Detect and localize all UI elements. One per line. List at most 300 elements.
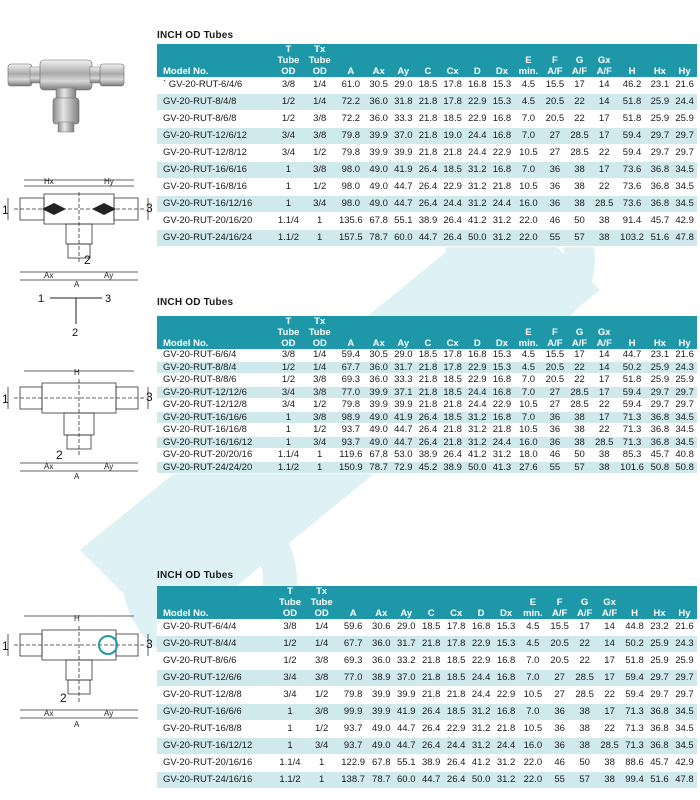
dimension-cell: 31.2 <box>469 704 494 721</box>
dimension-cell: 7.0 <box>514 162 542 179</box>
dimension-cell: 39.9 <box>394 687 419 704</box>
column-header-line: A/F <box>601 608 618 619</box>
dimension-cell: 41.9 <box>394 704 419 721</box>
dimension-cell: 36.8 <box>648 424 673 437</box>
dimension-cell: 46 <box>543 213 568 230</box>
dimension-cell: 36 <box>543 179 568 196</box>
dimension-cell: 10.5 <box>519 721 548 738</box>
dimension-cell: 29.7 <box>648 145 673 162</box>
dimension-cell: 21.8 <box>416 128 441 145</box>
dimension-cell: 36 <box>547 704 572 721</box>
dimension-cell: 41.2 <box>465 213 490 230</box>
dimension-cell: 101.6 <box>617 461 648 474</box>
column-header-line: Hy <box>678 338 691 349</box>
dimension-cell: 26.4 <box>416 436 441 449</box>
dimension-cell: 38.9 <box>416 449 441 462</box>
dimension-cell: 10.5 <box>514 179 542 196</box>
dimension-cell: 79.8 <box>335 145 366 162</box>
dimension-cell: 14 <box>597 619 622 636</box>
dimension-cell: 18.5 <box>440 162 465 179</box>
spec-table-3 <box>157 586 697 789</box>
dimension-cell: 3/8 <box>304 374 335 387</box>
column-header <box>157 44 273 77</box>
dimension-cell: 17.8 <box>440 349 465 361</box>
model-number-cell: GV-20-RUT-16/12/16 <box>157 196 273 213</box>
dimension-cell: 17.8 <box>440 361 465 374</box>
column-header <box>366 316 391 349</box>
dimension-cell: 77.0 <box>337 670 368 687</box>
dimension-cell: 41.9 <box>391 162 416 179</box>
dimension-cell: 26.4 <box>440 230 465 247</box>
table-row <box>157 687 697 704</box>
dimension-cell: 1/4 <box>306 619 338 636</box>
dimension-cell: 73.6 <box>617 162 648 179</box>
port-label-2-2: 2 <box>56 448 63 462</box>
column-header-line: Gx <box>597 327 611 338</box>
table-row <box>157 619 697 636</box>
dimension-cell: 16.8 <box>494 670 519 687</box>
column-header-line: G <box>580 597 589 608</box>
dimension-cell: 21.8 <box>416 386 441 399</box>
dimension-cell: 53.0 <box>391 449 416 462</box>
column-header-line: C <box>424 338 432 349</box>
dimension-cell: 15.5 <box>543 77 568 94</box>
table-row <box>157 755 697 772</box>
dimension-cell: 26.4 <box>440 449 465 462</box>
table-row <box>157 411 697 424</box>
dimension-cell: 46.2 <box>617 77 648 94</box>
dimension-cell: 78.7 <box>369 772 394 789</box>
column-header-line: OD <box>312 338 327 349</box>
model-number-cell: GV-20-RUT-8/4/8 <box>157 94 273 111</box>
dimension-cell: 1 <box>273 424 304 437</box>
dimension-cell: 22 <box>567 111 592 128</box>
dimension-cell: 50.2 <box>622 636 647 653</box>
dimension-cell: 46 <box>547 755 572 772</box>
model-number-cell: GV-20-RUT-12/6/12 <box>157 128 273 145</box>
dimension-cell: 3/8 <box>304 386 335 399</box>
column-header <box>335 316 366 349</box>
dimension-cell: 21.8 <box>416 374 441 387</box>
dimension-cell: 1/4 <box>304 349 335 361</box>
dimension-cell: 30.5 <box>366 77 391 94</box>
dimension-cell: 49.0 <box>369 721 394 738</box>
column-header-line: OD <box>282 608 298 619</box>
header-row <box>157 44 697 77</box>
dimension-cell: 3/8 <box>273 349 304 361</box>
model-number-cell: GV-20-RUT-12/8/12 <box>157 145 273 162</box>
dimension-cell: 22.9 <box>465 374 490 387</box>
dimension-cell: 1/2 <box>304 179 335 196</box>
dimension-cell: 26.4 <box>416 179 441 196</box>
dimension-cell: 17.8 <box>444 619 469 636</box>
column-header <box>335 44 366 77</box>
column-header-line: Model No. <box>163 608 209 619</box>
column-header <box>597 586 622 619</box>
table-row <box>157 128 697 145</box>
dimension-cell: 1 <box>304 449 335 462</box>
dimension-cell: 3/8 <box>306 704 338 721</box>
table-row <box>157 436 697 449</box>
dimension-cell: 17 <box>572 619 597 636</box>
dimension-cell: 47.8 <box>672 772 697 789</box>
dimension-cell: 17 <box>592 374 617 387</box>
dimension-cell: 1/4 <box>304 94 335 111</box>
model-number-cell: GV-20-RUT-12/12/6 <box>157 386 273 399</box>
dimension-cell: 1.1/2 <box>274 772 306 789</box>
dimension-cell: 51.6 <box>648 230 673 247</box>
column-header <box>572 586 597 619</box>
column-header-line: T <box>285 44 292 55</box>
dimension-cell: 39.9 <box>369 704 394 721</box>
header-row <box>157 316 697 349</box>
dimension-cell: 29.0 <box>391 349 416 361</box>
dimension-cell: 31.2 <box>490 213 515 230</box>
column-header <box>337 586 368 619</box>
dimension-cell: 60.0 <box>391 230 416 247</box>
dimension-cell: 3/4 <box>304 436 335 449</box>
dimension-cell: 36 <box>547 721 572 738</box>
column-header <box>366 44 391 77</box>
header-row <box>157 586 697 619</box>
dimension-cell: 29.7 <box>672 399 697 412</box>
dimension-cell: 4.5 <box>519 619 548 636</box>
column-header-line: Cx <box>450 608 463 619</box>
dimension-cell: 24.4 <box>490 436 515 449</box>
column-header-line: A <box>347 66 355 77</box>
column-header-line: Ay <box>397 66 410 77</box>
dimension-cell: 25.9 <box>672 653 697 670</box>
dimension-cell: 57 <box>572 772 597 789</box>
dimension-cell: 22 <box>597 687 622 704</box>
dimension-cell: 36 <box>543 436 568 449</box>
dimension-cell: 59.4 <box>617 386 648 399</box>
dimension-cell: 29.7 <box>672 145 697 162</box>
dimension-cell: 17 <box>592 128 617 145</box>
dimension-cell: 31.8 <box>391 94 416 111</box>
dimension-cell: 23.1 <box>648 349 673 361</box>
dimension-cell: 49.0 <box>366 179 391 196</box>
dimension-cell: 38 <box>572 721 597 738</box>
dimension-cell: 98.0 <box>335 179 366 196</box>
dimension-cell: 45.7 <box>648 213 673 230</box>
dimension-cell: 22 <box>567 374 592 387</box>
dimension-cell: 24.3 <box>672 636 697 653</box>
dimension-cell: 138.7 <box>337 772 368 789</box>
dimension-cell: 21.8 <box>440 436 465 449</box>
dimension-cell: 1/2 <box>273 361 304 374</box>
dimension-cell: 16.8 <box>490 128 515 145</box>
column-header-line: Cx <box>446 338 459 349</box>
dimension-cell: 10.5 <box>514 145 542 162</box>
dimension-cell: 21.6 <box>672 349 697 361</box>
dim-label-a-3: A <box>74 720 80 729</box>
dimension-cell: 79.8 <box>335 399 366 412</box>
dimension-cell: 30.6 <box>369 619 394 636</box>
dimension-cell: 99.9 <box>337 704 368 721</box>
dimension-cell: 22 <box>592 145 617 162</box>
dimension-cell: 29.7 <box>647 670 672 687</box>
dimension-cell: 67.7 <box>337 636 368 653</box>
dimension-cell: 59.6 <box>337 619 368 636</box>
schematic-label-3: 3 <box>105 293 112 305</box>
dimension-cell: 38 <box>592 230 617 247</box>
dimension-cell: 1 <box>304 213 335 230</box>
dimension-cell: 17 <box>567 77 592 94</box>
dimension-cell: 25.9 <box>648 94 673 111</box>
dimension-cell: 3/4 <box>306 738 338 755</box>
column-header-line: Ax <box>372 338 385 349</box>
dim-label-hx: Hx <box>44 177 54 186</box>
product-photo <box>6 46 126 136</box>
column-header <box>419 586 444 619</box>
dimension-cell: 36.8 <box>648 196 673 213</box>
dimension-cell: 38 <box>567 162 592 179</box>
column-header <box>648 44 673 77</box>
column-header-line: A/F <box>596 66 612 77</box>
dimension-cell: 17 <box>597 704 622 721</box>
dimension-cell: 14 <box>592 94 617 111</box>
model-number-cell: GV-20-RUT-20/16/16 <box>157 755 274 772</box>
dimension-cell: 21.8 <box>440 399 465 412</box>
dimension-cell: 31.2 <box>465 411 490 424</box>
dimension-cell: 36.0 <box>366 361 391 374</box>
dimension-cell: 31.2 <box>465 196 490 213</box>
dimension-cell: 21.6 <box>672 77 697 94</box>
dimension-cell: 41.3 <box>490 461 515 474</box>
port-label-1-3: 1 <box>2 639 9 653</box>
dimension-cell: 27 <box>543 399 568 412</box>
dimension-cell: 29.7 <box>648 128 673 145</box>
model-number-cell: GV-20-RUT-24/24/20 <box>157 461 273 474</box>
port-label-3-2: 3 <box>146 390 153 404</box>
dim-label-hy: Hy <box>104 177 114 186</box>
table-row <box>157 230 697 247</box>
dimension-cell: 98.0 <box>335 162 366 179</box>
dimension-cell: 26.4 <box>440 213 465 230</box>
dimension-cell: 28.5 <box>597 738 622 755</box>
dimension-cell: 1/2 <box>273 94 304 111</box>
column-header <box>157 586 274 619</box>
column-header-line: OD <box>281 66 296 77</box>
column-header <box>567 316 592 349</box>
dimension-cell: 1.1/4 <box>274 755 306 772</box>
dimension-cell: 29.7 <box>672 128 697 145</box>
dimension-cell: 38 <box>572 704 597 721</box>
dimension-cell: 40.8 <box>672 449 697 462</box>
dimension-cell: 26.4 <box>419 738 444 755</box>
dimension-cell: 22.0 <box>519 755 548 772</box>
dimension-cell: 49.0 <box>366 424 391 437</box>
dimension-cell: 3/8 <box>304 162 335 179</box>
dimension-cell: 15.3 <box>490 361 515 374</box>
dimension-cell: 17 <box>567 349 592 361</box>
dimension-cell: 1 <box>273 179 304 196</box>
dimension-cell: 20.5 <box>543 361 568 374</box>
dimension-cell: 50.2 <box>617 361 648 374</box>
dimension-cell: 24.4 <box>469 670 494 687</box>
dimension-cell: 1/4 <box>304 361 335 374</box>
column-header-line: Ay <box>397 338 410 349</box>
port-label-2: 2 <box>84 253 91 267</box>
column-header <box>469 586 494 619</box>
schematic-label-1: 1 <box>38 293 45 305</box>
dimension-cell: 98.9 <box>335 411 366 424</box>
model-number-cell: GV-20-RUT-8/6/6 <box>157 653 274 670</box>
dimension-cell: 50 <box>567 449 592 462</box>
table-row <box>157 399 697 412</box>
model-number-cell: GV-20-RUT-16/16/8 <box>157 424 273 437</box>
dimension-cell: 44.7 <box>617 349 648 361</box>
dimension-cell: 31.2 <box>494 755 519 772</box>
spec-table-1 <box>157 44 697 247</box>
dimension-cell: 3/8 <box>304 128 335 145</box>
table-row <box>157 94 697 111</box>
section-title-3: INCH OD Tubes <box>157 570 234 581</box>
dimension-cell: 28.5 <box>567 386 592 399</box>
model-number-cell: GV-20-RUT-8/4/4 <box>157 636 274 653</box>
table-row <box>157 636 697 653</box>
dimension-cell: 22.9 <box>469 636 494 653</box>
dimension-cell: 55.1 <box>391 213 416 230</box>
dimension-cell: 37.0 <box>394 670 419 687</box>
dimension-cell: 22.9 <box>490 399 515 412</box>
dimension-cell: 55 <box>543 461 568 474</box>
column-header <box>514 316 542 349</box>
column-header <box>592 316 617 349</box>
column-header-line: Tx <box>316 586 328 597</box>
dimension-cell: 36 <box>543 196 568 213</box>
dimension-cell: 26.4 <box>444 755 469 772</box>
column-header-line: Hx <box>653 66 666 77</box>
dimension-cell: 25.9 <box>672 111 697 128</box>
column-header-line: E <box>525 327 532 338</box>
dimension-cell: 36 <box>547 738 572 755</box>
dimension-cell: 17.8 <box>444 636 469 653</box>
dimension-cell: 33.2 <box>394 653 419 670</box>
dimension-cell: 22.9 <box>465 94 490 111</box>
dimension-cell: 50 <box>567 213 592 230</box>
dimension-cell: 3/4 <box>274 670 306 687</box>
column-header-line: T <box>287 586 293 597</box>
dimension-cell: 27 <box>547 670 572 687</box>
dimension-cell: 28.5 <box>592 196 617 213</box>
dimension-cell: 31.2 <box>469 738 494 755</box>
table-row <box>157 374 697 387</box>
dimension-cell: 24.4 <box>672 94 697 111</box>
dimension-cell: 78.7 <box>366 461 391 474</box>
dimension-cell: 18.5 <box>444 670 469 687</box>
table-row <box>157 145 697 162</box>
dimension-cell: 24.4 <box>444 738 469 755</box>
dimension-cell: 20.5 <box>543 111 568 128</box>
table-row <box>157 461 697 474</box>
column-header-line: G <box>575 55 584 66</box>
dimension-cell: 18.5 <box>419 619 444 636</box>
dimension-cell: 16.8 <box>469 619 494 636</box>
dimension-cell: 3/8 <box>306 670 338 687</box>
dimension-cell: 71.3 <box>622 704 647 721</box>
dimension-cell: 21.8 <box>416 94 441 111</box>
dimension-cell: 36.0 <box>369 636 394 653</box>
dimension-cell: 7.0 <box>514 374 542 387</box>
dim-label-a: A <box>74 280 80 289</box>
dimension-cell: 45.7 <box>647 755 672 772</box>
dimension-cell: 93.7 <box>337 738 368 755</box>
column-header <box>440 316 465 349</box>
dimension-cell: 49.0 <box>366 196 391 213</box>
dimension-cell: 98.0 <box>335 196 366 213</box>
dimension-cell: 39.9 <box>391 145 416 162</box>
dimension-cell: 46 <box>543 449 568 462</box>
dimension-cell: 34.5 <box>672 196 697 213</box>
column-header-line: H <box>631 608 638 619</box>
dimension-cell: 29.7 <box>672 687 697 704</box>
dimension-cell: 16.0 <box>519 738 548 755</box>
dimension-cell: 26.4 <box>416 196 441 213</box>
column-header-line: D <box>477 608 485 619</box>
column-header <box>672 44 697 77</box>
dimension-cell: 122.9 <box>337 755 368 772</box>
dimension-cell: 38 <box>567 196 592 213</box>
dimension-cell: 24.4 <box>465 386 490 399</box>
dimension-cell: 59.4 <box>617 399 648 412</box>
dimension-cell: 36 <box>543 162 568 179</box>
dimension-cell: 60.0 <box>394 772 419 789</box>
dimension-cell: 51.8 <box>617 111 648 128</box>
column-header <box>465 316 490 349</box>
dimension-cell: 36.0 <box>366 374 391 387</box>
dimension-cell: 29.7 <box>672 386 697 399</box>
dimension-cell: 49.0 <box>366 411 391 424</box>
dimension-cell: 18.5 <box>416 349 441 361</box>
dimension-cell: 16.8 <box>490 374 515 387</box>
dimension-cell: 51.8 <box>617 94 648 111</box>
column-header-line: G <box>575 327 584 338</box>
dimension-cell: 22 <box>572 636 597 653</box>
dimension-cell: 17 <box>592 111 617 128</box>
dimension-cell: 24.4 <box>465 399 490 412</box>
dim-label-ax-3: Ax <box>44 709 54 718</box>
column-header-line: OD <box>312 66 327 77</box>
table-row <box>157 361 697 374</box>
dimension-cell: 24.4 <box>465 145 490 162</box>
dimension-cell: 38.9 <box>419 755 444 772</box>
dimension-cell: 44.8 <box>622 619 647 636</box>
column-header-line: Tube <box>277 327 300 338</box>
dimension-cell: 44.7 <box>391 424 416 437</box>
dimension-cell: 17 <box>597 653 622 670</box>
dimension-cell: 28.5 <box>572 670 597 687</box>
dimension-cell: 15.5 <box>543 349 568 361</box>
dimension-cell: 38.9 <box>416 213 441 230</box>
model-number-cell: GV-20-RUT-12/8/8 <box>157 687 274 704</box>
dimension-cell: 38.9 <box>369 670 394 687</box>
dimension-cell: 28.5 <box>567 399 592 412</box>
dimension-cell: 20.5 <box>547 653 572 670</box>
dimension-cell: 3/4 <box>304 196 335 213</box>
model-number-cell: GV-20-RUT-20/20/16 <box>157 449 273 462</box>
dimension-cell: 49.0 <box>369 738 394 755</box>
column-header-line: min. <box>523 608 543 619</box>
dimension-cell: 22.0 <box>514 230 542 247</box>
dim-label-ay: Ay <box>104 271 114 280</box>
table-row <box>157 111 697 128</box>
model-number-cell: GV-20-RUT-16/16/12 <box>157 436 273 449</box>
dimension-cell: 69.3 <box>335 374 366 387</box>
dimension-cell: 1/2 <box>274 653 306 670</box>
dimension-cell: 69.3 <box>337 653 368 670</box>
